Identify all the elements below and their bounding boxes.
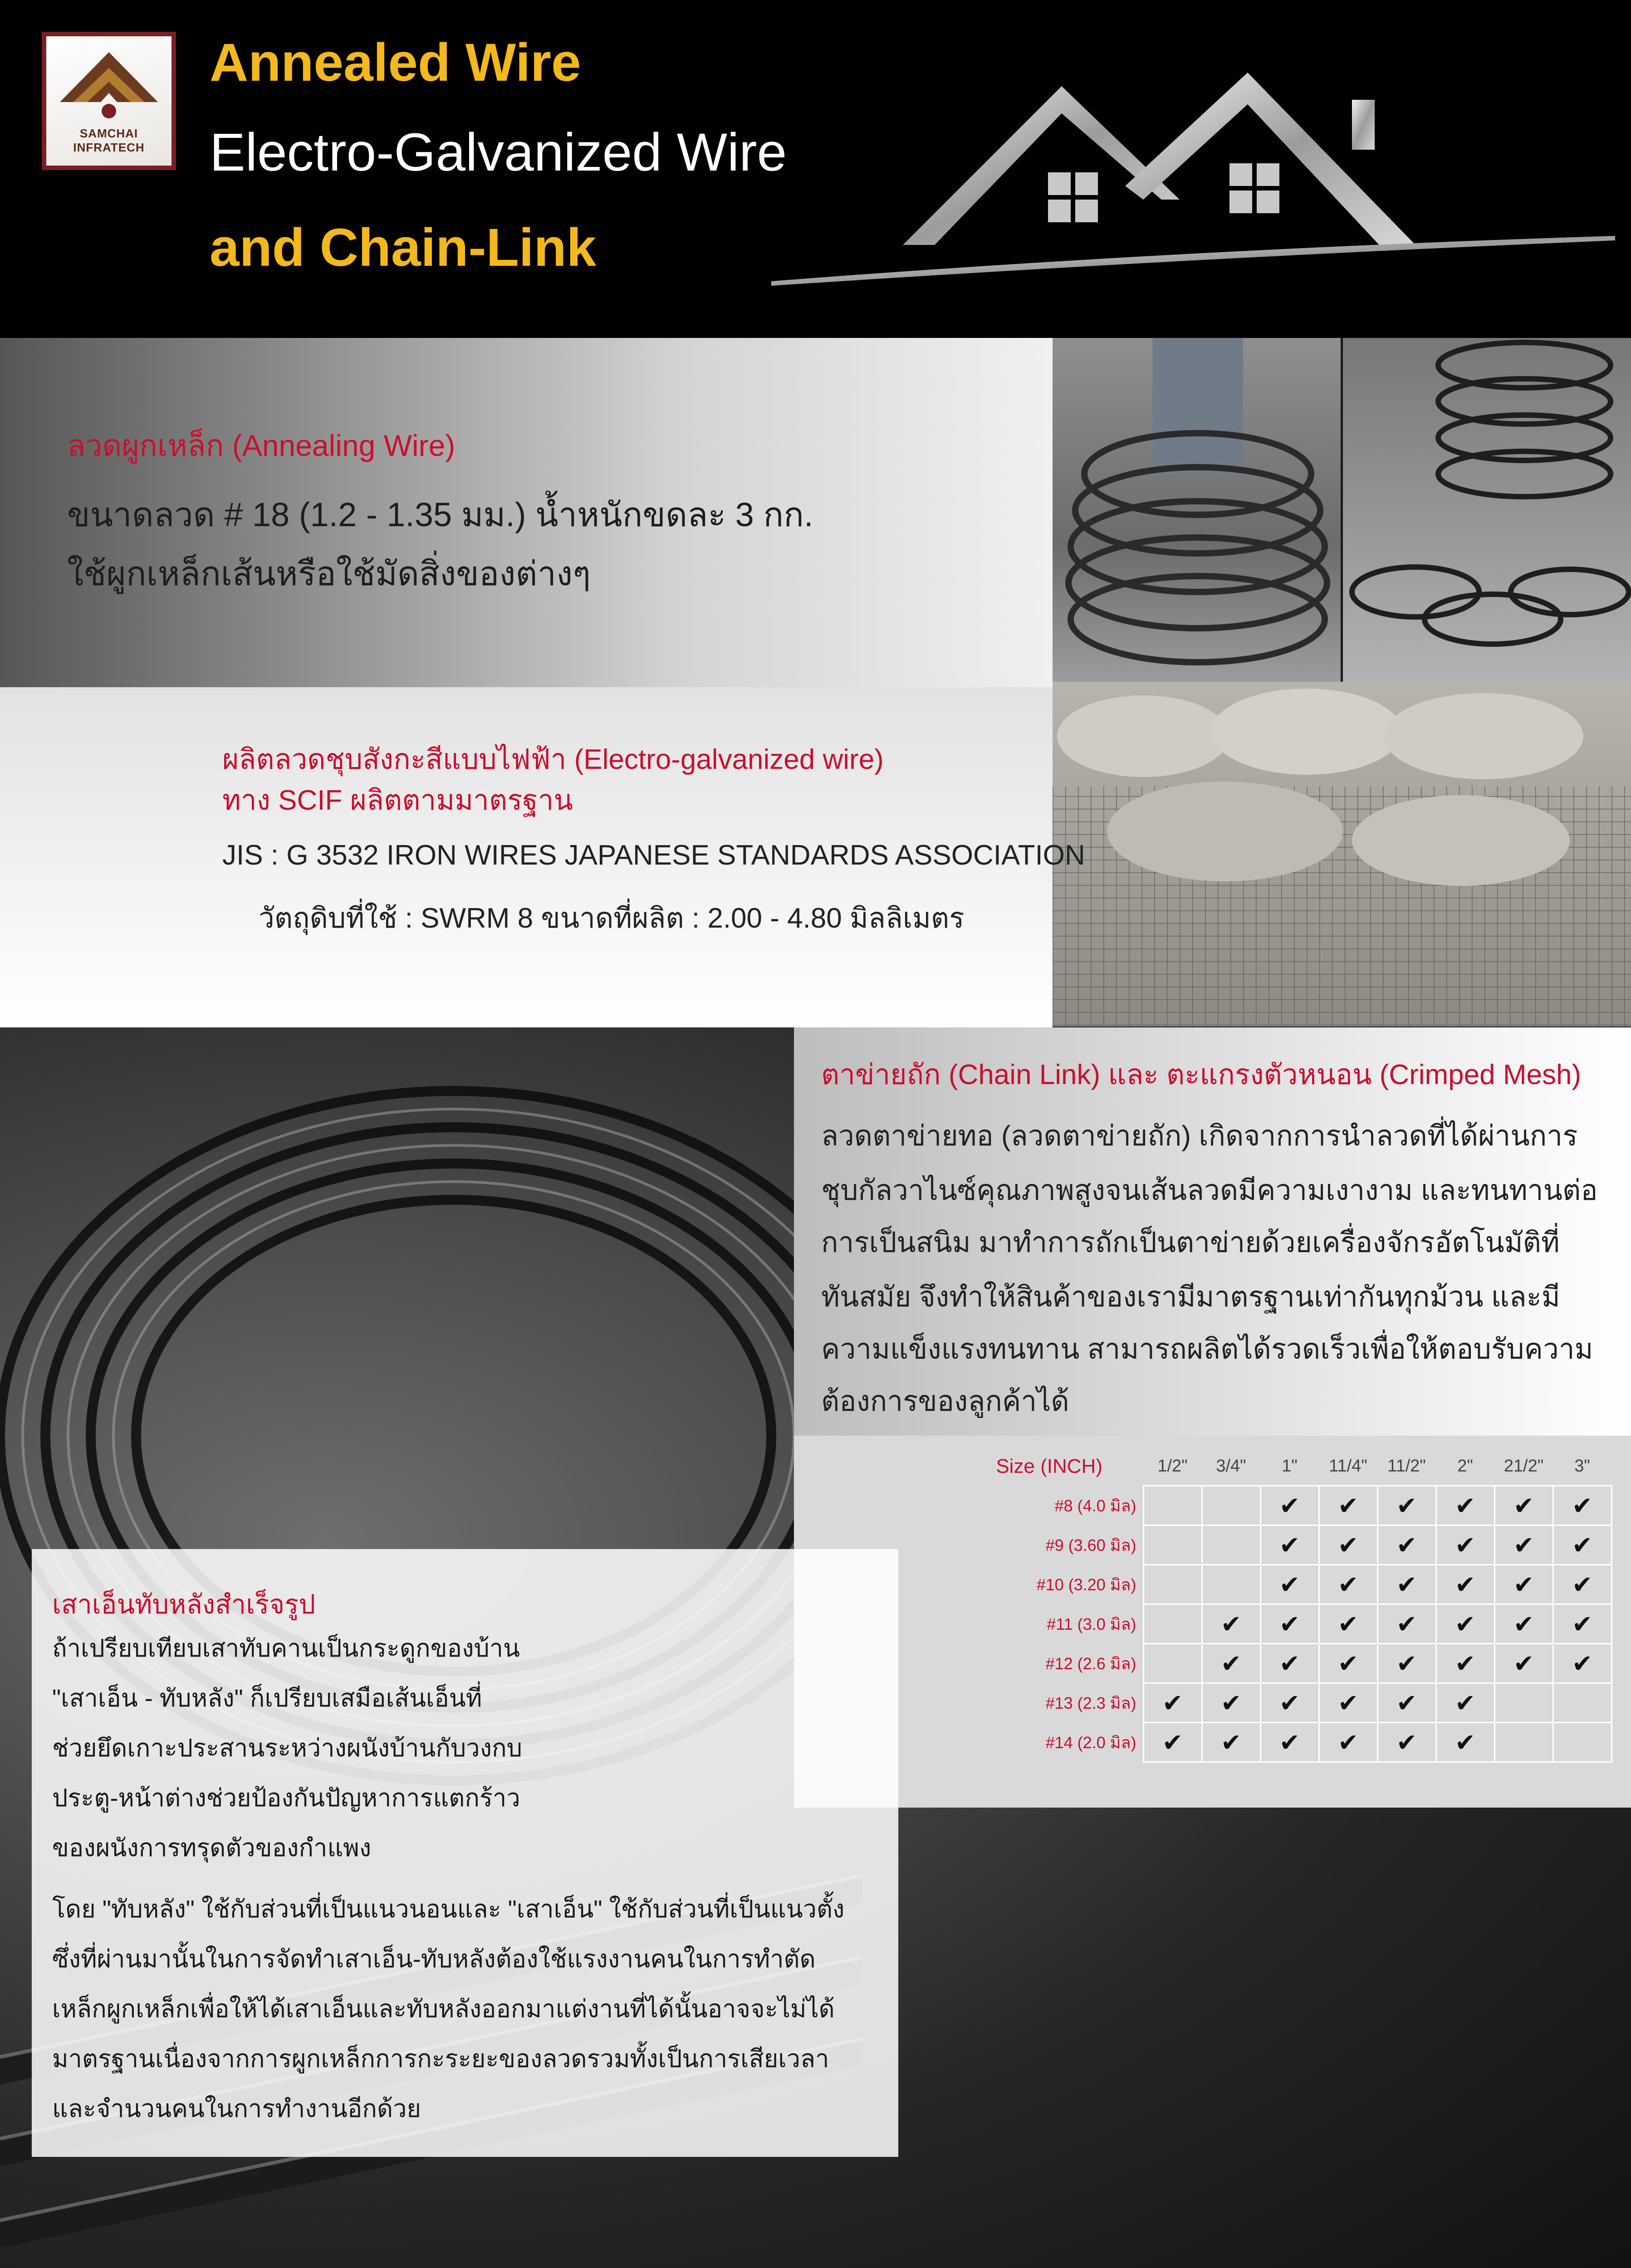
check-mark-icon: ✔ — [1319, 1604, 1377, 1644]
check-mark-icon: ✔ — [1260, 1683, 1319, 1723]
annealing-spec-line: ขนาดลวด # 18 (1.2 - 1.35 มม.) น้ำหนักขดละ 3 กก. — [67, 496, 813, 533]
chain-link-line: ลวดตาข่ายทอ (ลวดตาข่ายถัก) เกิดจากการนำลวดที่ได้ผ่านการ — [821, 1120, 1578, 1152]
check-mark-icon: ✔ — [1319, 1644, 1377, 1683]
check-mark-icon: ✔ — [1202, 1723, 1260, 1762]
size-table-header-row — [812, 1447, 1611, 1486]
check-mark-icon: ✔ — [1260, 1525, 1319, 1565]
check-mark-icon: ✔ — [1436, 1723, 1494, 1762]
dowel-paragraph-line: และจำนวนคนในการทำงานอีกด้วย — [52, 2095, 421, 2122]
size-col-header: 11/4" — [1329, 1456, 1367, 1476]
wire-gauge-label: #13 (2.3 มิล) — [1045, 1693, 1136, 1712]
check-mark-icon: ✔ — [1436, 1644, 1494, 1683]
check-mark-icon: ✔ — [1553, 1565, 1611, 1604]
check-mark-icon: ✔ — [1436, 1604, 1494, 1644]
check-mark-icon: ✔ — [1494, 1604, 1553, 1644]
chain-link-line: ทันสมัย จึงทำให้สินค้าของเรามีมาตรฐานเท่ากันทุกม้วน และมี — [821, 1281, 1560, 1313]
size-label: Size (INCH) — [996, 1455, 1102, 1477]
check-mark-icon: ✔ — [1319, 1723, 1377, 1762]
wire-gauge-label: #8 (4.0 มิล) — [1054, 1496, 1136, 1515]
galvanized-heading: ผลิตลวดชุบสังกะสีแบบไฟฟ้า (Electro-galvanized wire) — [222, 744, 884, 775]
check-mark-icon: ✔ — [1377, 1644, 1436, 1683]
size-table-body — [812, 1486, 1611, 1762]
size-table-row — [812, 1565, 1611, 1604]
check-mark-icon: ✔ — [1260, 1644, 1319, 1683]
empty-cell — [1143, 1604, 1202, 1644]
size-table-row — [812, 1486, 1611, 1525]
dowel-paragraph-line: มาตรฐานเนื่องจากการผูกเหล็กการกะระยะของลวดรวมทั้งเป็นการเสียเวลา — [52, 2045, 829, 2072]
wire-gauge-label: #9 (3.60 มิล) — [1045, 1535, 1136, 1554]
dowel-paragraph-line: โดย "ทับหลัง" ใช้กับส่วนที่เป็นแนวนอนและ "เสาเอ็น" ใช้กับส่วนที่เป็นแนวตั้ง — [52, 1896, 845, 1923]
welded-mesh-rolls-photo — [1053, 682, 1631, 1026]
size-table-row — [812, 1683, 1611, 1723]
check-mark-icon: ✔ — [1377, 1604, 1436, 1644]
empty-cell — [1202, 1486, 1260, 1525]
chain-link-line: การเป็นสนิม มาทำการถักเป็นตาข่ายด้วยเครื่องจักรอัตโนมัติที่ — [821, 1227, 1560, 1258]
check-mark-icon: ✔ — [1202, 1604, 1260, 1644]
empty-cell — [1202, 1565, 1260, 1604]
annealed-wire-coil-photo-2 — [1343, 338, 1631, 682]
chain-link-line: ต้องการของลูกค้าได้ — [821, 1386, 1069, 1417]
dowel-heading: เสาเอ็นทับหลังสำเร็จรูป — [52, 1590, 316, 1619]
check-mark-icon: ✔ — [1319, 1525, 1377, 1565]
check-mark-icon: ✔ — [1377, 1723, 1436, 1762]
empty-cell — [1494, 1683, 1553, 1723]
size-col-header: 3" — [1574, 1456, 1590, 1476]
size-col-header: 11/2" — [1387, 1456, 1426, 1476]
check-mark-icon: ✔ — [1436, 1486, 1494, 1525]
size-table-row — [812, 1723, 1611, 1762]
galvanized-subheading: ทาง SCIF ผลิตตามมาตรฐาน — [222, 785, 573, 816]
empty-cell — [1553, 1723, 1611, 1762]
empty-cell — [1143, 1525, 1202, 1565]
check-mark-icon: ✔ — [1494, 1565, 1553, 1604]
check-mark-icon: ✔ — [1319, 1565, 1377, 1604]
size-table — [812, 1447, 1612, 1763]
empty-cell — [1143, 1565, 1202, 1604]
annealing-heading: ลวดผูกเหล็ก (Annealing Wire) — [67, 429, 456, 462]
check-mark-icon: ✔ — [1143, 1723, 1202, 1762]
header — [0, 0, 1631, 338]
dowel-paragraph-line: เหล็กผูกเหล็กเพื่อให้ได้เสาเอ็นและทับหลังออกมาแต่งานที่ได้นั้นอาจจะไม่ได้ — [52, 1995, 835, 2023]
title-line-2: Electro-Galvanized Wire — [210, 122, 787, 182]
size-col-header: 1" — [1282, 1456, 1298, 1476]
check-mark-icon: ✔ — [1553, 1525, 1611, 1565]
check-mark-icon: ✔ — [1436, 1525, 1494, 1565]
company-logo — [42, 32, 176, 170]
dowel-paragraph-line: ถ้าเปรียบเทียบเสาทับคานเป็นกระดูกของบ้าน — [52, 1635, 520, 1662]
check-mark-icon: ✔ — [1202, 1683, 1260, 1723]
empty-cell — [1553, 1683, 1611, 1723]
check-mark-icon: ✔ — [1202, 1644, 1260, 1683]
empty-cell — [1143, 1486, 1202, 1525]
wire-gauge-label: #14 (2.0 มิล) — [1045, 1733, 1136, 1752]
check-mark-icon: ✔ — [1260, 1723, 1319, 1762]
house-roofs-graphic — [771, 50, 1615, 295]
check-mark-icon: ✔ — [1377, 1683, 1436, 1723]
roof-logo-icon — [55, 48, 162, 129]
empty-cell — [1143, 1644, 1202, 1683]
size-col-header: 3/4" — [1216, 1456, 1246, 1476]
title-line-3: and Chain-Link — [210, 218, 597, 278]
dowel-paragraph-line: "เสาเอ็น - ทับหลัง" ก็เปรียบเสมือเส้นเอ็นที่ — [52, 1685, 482, 1712]
check-mark-icon: ✔ — [1377, 1486, 1436, 1525]
size-table-row — [812, 1644, 1611, 1683]
title-line-1: Annealed Wire — [210, 33, 581, 93]
check-mark-icon: ✔ — [1494, 1644, 1553, 1683]
check-mark-icon: ✔ — [1553, 1604, 1611, 1644]
check-mark-icon: ✔ — [1260, 1565, 1319, 1604]
size-table-row — [812, 1525, 1611, 1565]
check-mark-icon: ✔ — [1377, 1565, 1436, 1604]
dowel-paragraph-line: ประตู-หน้าต่างช่วยป้องกันปัญหาการแตกร้าว — [52, 1784, 520, 1812]
chain-link-line: ความแข็งแรงทนทาน สามารถผลิตได้รวดเร็วเพื่อให้ตอบรับความ — [821, 1334, 1593, 1365]
check-mark-icon: ✔ — [1436, 1565, 1494, 1604]
galvanized-spec: วัตถุดิบที่ใช้ : SWRM 8 ขนาดที่ผลิต : 2.00 - 4.80 มิลลิเมตร — [259, 903, 965, 934]
annealing-usage-line: ใช้ผูกเหล็กเส้นหรือใช้มัดสิ่งของต่างๆ — [67, 555, 591, 592]
size-col-header: 21/2" — [1504, 1456, 1544, 1476]
galvanized-standard: JIS : G 3532 IRON WIRES JAPANESE STANDARDS ASSOCIATION — [222, 840, 1085, 871]
check-mark-icon: ✔ — [1260, 1604, 1319, 1644]
check-mark-icon: ✔ — [1553, 1644, 1611, 1683]
dowel-paragraph-line: ซึ่งที่ผ่านมานั้นในการจัดทำเสาเอ็น-ทับหลังต้องใช้แรงงานคนในการทำตัด — [52, 1945, 816, 1973]
chain-link-heading: ตาข่ายถัก (Chain Link) และ ตะแกรงตัวหนอน (Crimped Mesh) — [821, 1059, 1582, 1090]
dowel-paragraph-line: ช่วยยึดเกาะประสานระหว่างผนังบ้านกับวงกบ — [52, 1735, 522, 1762]
empty-cell — [1494, 1723, 1553, 1762]
check-mark-icon: ✔ — [1377, 1525, 1436, 1565]
size-col-header: 1/2" — [1157, 1456, 1188, 1476]
check-mark-icon: ✔ — [1553, 1486, 1611, 1525]
check-mark-icon: ✔ — [1319, 1486, 1377, 1525]
check-mark-icon: ✔ — [1260, 1486, 1319, 1525]
wire-gauge-label: #10 (3.20 มิล) — [1036, 1575, 1136, 1594]
wire-gauge-label: #12 (2.6 มิล) — [1045, 1654, 1136, 1673]
check-mark-icon: ✔ — [1436, 1683, 1494, 1723]
logo-text: SAMCHAI INFRATECH — [73, 127, 145, 154]
check-mark-icon: ✔ — [1494, 1525, 1553, 1565]
check-mark-icon: ✔ — [1494, 1486, 1553, 1525]
size-col-header: 2" — [1457, 1456, 1473, 1476]
check-mark-icon: ✔ — [1143, 1683, 1202, 1723]
dowel-paragraph-line: ของผนังการทรุดตัวของกำแพง — [52, 1834, 372, 1862]
annealed-wire-coil-photo-1 — [1053, 338, 1341, 682]
check-mark-icon: ✔ — [1319, 1683, 1377, 1723]
wire-gauge-label: #11 (3.0 มิล) — [1047, 1614, 1136, 1633]
size-table-row — [812, 1604, 1611, 1644]
chain-link-line: ชุบกัลวาไนซ์คุณภาพสูงจนเส้นลวดมีความเงางาม และทนทานต่อ — [821, 1175, 1598, 1206]
empty-cell — [1202, 1525, 1260, 1565]
